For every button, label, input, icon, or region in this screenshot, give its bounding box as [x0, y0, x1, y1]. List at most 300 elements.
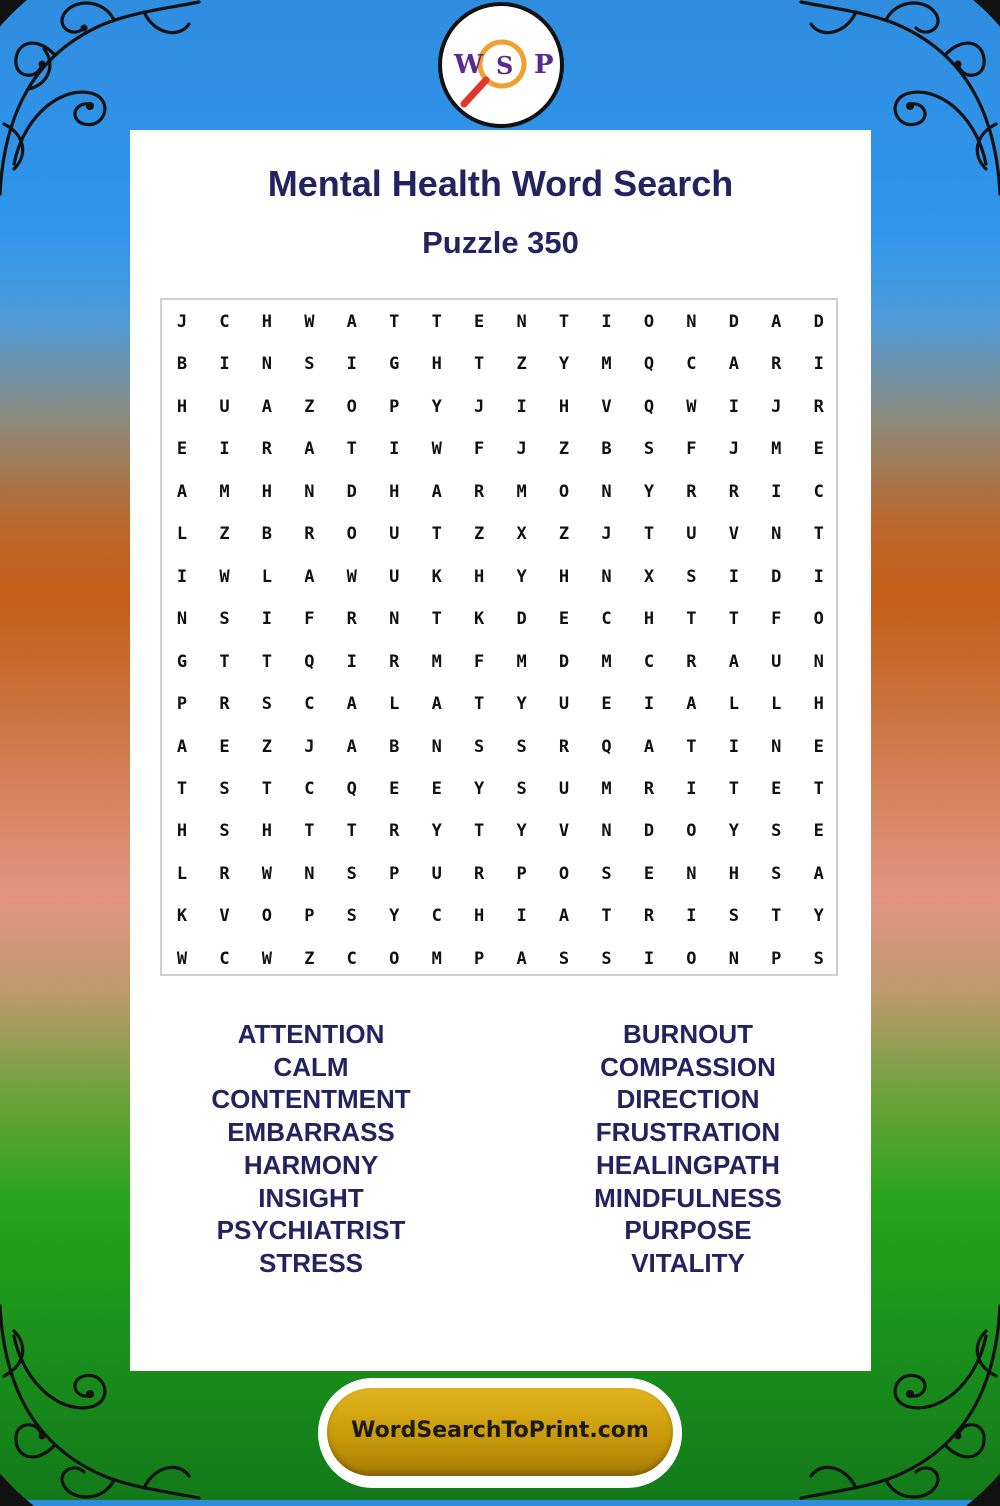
- grid-row: [162, 642, 836, 682]
- grid-cell[interactable]: Y: [813, 906, 824, 927]
- grid-cell[interactable]: E: [219, 736, 230, 757]
- grid-cell[interactable]: I: [601, 312, 612, 332]
- grid-cell[interactable]: T: [431, 312, 442, 332]
- grid-cell[interactable]: J: [771, 396, 782, 417]
- grid-cell[interactable]: Y: [558, 354, 570, 375]
- grid-cell[interactable]: T: [728, 609, 739, 630]
- grid-cell[interactable]: S: [304, 354, 315, 375]
- grid-cell[interactable]: W: [686, 396, 697, 417]
- grid-cell[interactable]: O: [813, 609, 824, 630]
- puzzle-panel: [130, 130, 871, 1371]
- grid-cell[interactable]: S: [813, 948, 824, 969]
- grid-cell[interactable]: E: [643, 863, 655, 884]
- grid-cell[interactable]: Z: [219, 524, 230, 545]
- grid-cell[interactable]: J: [474, 396, 485, 417]
- word-list-item: CONTENTMENT: [211, 1084, 411, 1115]
- grid-cell[interactable]: P: [389, 396, 400, 417]
- grid-cell[interactable]: I: [728, 396, 739, 417]
- grid-cell[interactable]: P: [474, 948, 485, 969]
- word-list-item: COMPASSION: [600, 1051, 776, 1082]
- grid-cell[interactable]: Z: [558, 439, 570, 460]
- grid-cell[interactable]: T: [474, 354, 485, 375]
- grid-cell[interactable]: Y: [516, 694, 527, 715]
- grid-cell[interactable]: F: [771, 609, 782, 630]
- grid-cell[interactable]: O: [686, 948, 697, 969]
- grid-cell[interactable]: D: [516, 609, 527, 630]
- grid-cell[interactable]: I: [389, 439, 400, 460]
- grid-cell[interactable]: I: [219, 354, 230, 375]
- grid-cell[interactable]: P: [516, 863, 527, 884]
- grid-cell[interactable]: S: [261, 694, 273, 715]
- grid-row: [162, 344, 836, 384]
- word-list-item: HEALINGPATH: [596, 1149, 780, 1180]
- grid-cell[interactable]: T: [261, 651, 273, 672]
- grid-cell[interactable]: S: [474, 736, 485, 757]
- grid-cell[interactable]: B: [261, 524, 273, 545]
- grid-cell[interactable]: D: [813, 312, 824, 332]
- word-list-item: ATTENTION: [237, 1019, 385, 1049]
- grid-cell[interactable]: W: [176, 948, 188, 969]
- grid-cell[interactable]: S: [643, 439, 655, 460]
- grid-cell[interactable]: Y: [728, 821, 739, 842]
- grid-cell[interactable]: I: [516, 396, 527, 417]
- grid-cell[interactable]: I: [219, 439, 230, 460]
- grid-row: [162, 387, 836, 427]
- grid-cell[interactable]: U: [558, 694, 570, 715]
- grid-cell[interactable]: O: [686, 821, 697, 842]
- grid-cell[interactable]: C: [431, 906, 442, 927]
- grid-cell[interactable]: T: [176, 778, 188, 799]
- puzzle-number: Puzzle 350: [422, 225, 579, 260]
- grid-cell[interactable]: I: [728, 566, 739, 587]
- grid-cell[interactable]: U: [771, 651, 782, 672]
- grid-cell[interactable]: I: [771, 481, 782, 502]
- grid-cell[interactable]: T: [219, 651, 230, 672]
- grid-cell[interactable]: T: [474, 821, 485, 842]
- grid-cell[interactable]: V: [601, 396, 612, 417]
- grid-cell[interactable]: W: [261, 948, 273, 969]
- grid-row: [162, 939, 836, 979]
- grid-cell[interactable]: T: [346, 821, 357, 842]
- grid-cell[interactable]: C: [601, 609, 612, 630]
- grid-cell[interactable]: N: [728, 948, 739, 969]
- grid-cell[interactable]: I: [261, 609, 273, 630]
- grid-cell[interactable]: A: [346, 736, 357, 757]
- grid-cell[interactable]: Q: [643, 396, 655, 417]
- grid-cell[interactable]: T: [261, 778, 273, 799]
- grid-cell[interactable]: N: [771, 524, 782, 545]
- grid-cell[interactable]: I: [813, 354, 824, 375]
- site-link-label: WordSearchToPrint.com: [351, 1418, 649, 1443]
- grid-cell[interactable]: S: [601, 948, 612, 969]
- grid-cell[interactable]: E: [813, 439, 824, 460]
- grid-cell[interactable]: B: [601, 439, 612, 460]
- word-list-item: STRESS: [258, 1247, 364, 1278]
- word-list-item: PURPOSE: [624, 1215, 752, 1246]
- grid-cell[interactable]: G: [176, 651, 188, 672]
- grid-cell[interactable]: C: [219, 948, 230, 969]
- grid-cell[interactable]: H: [176, 396, 188, 417]
- grid-cell[interactable]: I: [728, 736, 739, 757]
- grid-cell[interactable]: F: [474, 439, 485, 460]
- grid-cell[interactable]: J: [516, 439, 527, 460]
- grid-cell[interactable]: N: [304, 863, 315, 884]
- grid-cell[interactable]: A: [304, 439, 315, 460]
- grid-cell[interactable]: E: [389, 778, 400, 799]
- grid-cell[interactable]: I: [346, 354, 357, 375]
- grid-cell[interactable]: Z: [516, 354, 527, 375]
- grid-cell[interactable]: Z: [558, 524, 570, 545]
- grid-cell[interactable]: M: [771, 439, 782, 460]
- grid-cell[interactable]: F: [474, 651, 485, 672]
- grid-cell[interactable]: T: [643, 524, 655, 545]
- grid-cell[interactable]: O: [558, 863, 570, 884]
- grid-cell[interactable]: E: [176, 439, 188, 460]
- grid-cell[interactable]: N: [686, 312, 697, 332]
- grid-cell[interactable]: Y: [516, 821, 527, 842]
- word-list-item: EMBARRASS: [227, 1117, 395, 1148]
- grid-cell[interactable]: X: [516, 524, 527, 545]
- grid-cell[interactable]: R: [346, 609, 357, 630]
- grid-cell[interactable]: H: [474, 566, 485, 587]
- grid-cell[interactable]: Q: [304, 651, 315, 672]
- grid-cell[interactable]: Y: [431, 396, 442, 417]
- grid-cell[interactable]: L: [261, 566, 273, 587]
- grid-row: [162, 684, 836, 724]
- grid-cell[interactable]: E: [474, 312, 485, 332]
- grid-cell[interactable]: M: [516, 481, 527, 502]
- wsp-logo[interactable]: [438, 2, 564, 128]
- grid-cell[interactable]: W: [261, 863, 273, 884]
- grid-cell[interactable]: S: [771, 821, 782, 842]
- grid-cell[interactable]: A: [813, 863, 824, 884]
- grid-cell[interactable]: V: [219, 906, 230, 927]
- grid-cell[interactable]: X: [643, 566, 655, 587]
- grid-cell[interactable]: U: [558, 778, 570, 799]
- grid-cell[interactable]: I: [686, 906, 697, 927]
- grid-cell[interactable]: H: [474, 906, 485, 927]
- grid-row: [162, 557, 836, 597]
- grid-cell[interactable]: A: [346, 694, 357, 715]
- grid-cell[interactable]: A: [728, 651, 739, 672]
- grid-cell[interactable]: N: [686, 863, 697, 884]
- letter-grid[interactable]: [160, 298, 838, 976]
- grid-cell[interactable]: H: [261, 481, 273, 502]
- grid-cell[interactable]: A: [516, 948, 527, 969]
- grid-cell[interactable]: J: [728, 439, 739, 460]
- grid-cell[interactable]: V: [558, 821, 570, 842]
- grid-cell[interactable]: T: [304, 821, 315, 842]
- grid-row: [162, 727, 836, 767]
- grid-cell[interactable]: T: [771, 906, 782, 927]
- grid-cell[interactable]: H: [176, 821, 188, 842]
- grid-cell[interactable]: O: [261, 906, 273, 927]
- site-link-pill: [327, 1388, 673, 1476]
- grid-cell[interactable]: D: [771, 566, 782, 587]
- grid-cell[interactable]: R: [643, 906, 655, 927]
- grid-cell[interactable]: Z: [304, 396, 315, 417]
- word-list-right: [508, 1018, 868, 1280]
- logo-letter-w: W: [454, 50, 484, 80]
- grid-cell[interactable]: E: [558, 609, 570, 630]
- grid-cell[interactable]: Q: [643, 354, 655, 375]
- grid-cell[interactable]: L: [389, 694, 400, 715]
- grid-row: [162, 854, 836, 894]
- grid-cell[interactable]: N: [389, 609, 400, 630]
- grid-row: [162, 811, 836, 851]
- grid-cell[interactable]: A: [304, 566, 315, 587]
- grid-cell[interactable]: R: [686, 481, 697, 502]
- grid-cell[interactable]: A: [431, 481, 442, 502]
- grid-cell[interactable]: Y: [431, 821, 442, 842]
- grid-cell[interactable]: S: [346, 906, 357, 927]
- grid-cell[interactable]: A: [728, 354, 739, 375]
- grid-row: [162, 514, 836, 554]
- grid-cell[interactable]: T: [686, 609, 697, 630]
- word-list-item: HARMONY: [243, 1149, 379, 1180]
- grid-cell[interactable]: O: [346, 396, 357, 417]
- site-link-button[interactable]: [318, 1378, 682, 1488]
- grid-cell[interactable]: W: [431, 439, 442, 460]
- grid-cell[interactable]: M: [219, 481, 230, 502]
- grid-cell[interactable]: L: [176, 863, 188, 884]
- grid-cell[interactable]: E: [813, 736, 824, 757]
- grid-cell[interactable]: L: [728, 694, 739, 715]
- grid-cell[interactable]: T: [474, 694, 485, 715]
- grid-cell[interactable]: R: [219, 863, 230, 884]
- grid-cell[interactable]: C: [686, 354, 697, 375]
- grid-cell[interactable]: N: [261, 354, 273, 375]
- grid-row: [162, 769, 836, 809]
- grid-cell[interactable]: M: [516, 651, 527, 672]
- grid-cell[interactable]: R: [771, 354, 782, 375]
- grid-cell[interactable]: A: [643, 736, 655, 757]
- grid-cell[interactable]: B: [389, 736, 400, 757]
- grid-cell[interactable]: H: [431, 354, 442, 375]
- grid-cell[interactable]: R: [389, 651, 400, 672]
- grid-cell[interactable]: I: [813, 566, 824, 587]
- grid-cell[interactable]: T: [431, 524, 442, 545]
- grid-cell[interactable]: R: [474, 481, 485, 502]
- grid-cell[interactable]: G: [389, 354, 400, 375]
- grid-cell[interactable]: I: [516, 906, 527, 927]
- grid-cell[interactable]: T: [558, 312, 570, 332]
- grid-cell[interactable]: H: [261, 312, 273, 332]
- grid-cell[interactable]: D: [728, 312, 739, 332]
- grid-cell[interactable]: P: [304, 906, 315, 927]
- grid-cell[interactable]: W: [346, 566, 357, 587]
- grid-cell[interactable]: S: [601, 863, 612, 884]
- grid-cell[interactable]: H: [728, 863, 739, 884]
- grid-cell[interactable]: R: [643, 778, 655, 799]
- grid-cell[interactable]: U: [431, 863, 442, 884]
- grid-cell[interactable]: U: [389, 566, 400, 587]
- grid-cell[interactable]: H: [558, 396, 570, 417]
- grid-cell[interactable]: E: [431, 778, 442, 799]
- grid-row: [162, 302, 836, 342]
- word-list-item: INSIGHT: [258, 1182, 364, 1213]
- word-list-left: [131, 1018, 491, 1280]
- grid-cell[interactable]: N: [813, 651, 824, 672]
- grid-cell[interactable]: C: [304, 694, 315, 715]
- grid-cell[interactable]: Z: [474, 524, 485, 545]
- grid-cell[interactable]: I: [176, 566, 188, 587]
- grid-cell[interactable]: T: [686, 736, 697, 757]
- grid-cell[interactable]: A: [261, 396, 273, 417]
- grid-cell[interactable]: Z: [261, 736, 273, 757]
- grid-cell[interactable]: Y: [474, 778, 485, 799]
- grid-cell[interactable]: B: [176, 354, 188, 375]
- grid-row: [162, 896, 836, 936]
- grid-cell[interactable]: N: [516, 312, 527, 332]
- grid-cell[interactable]: O: [389, 948, 400, 969]
- grid-cell[interactable]: U: [686, 524, 697, 545]
- puzzle-title: Mental Health Word Search: [267, 163, 734, 204]
- grid-cell[interactable]: Y: [389, 906, 400, 927]
- grid-cell[interactable]: H: [813, 694, 824, 715]
- grid-cell[interactable]: N: [431, 736, 442, 757]
- grid-cell[interactable]: D: [643, 821, 655, 842]
- grid-cell[interactable]: M: [601, 778, 612, 799]
- grid-cell[interactable]: Y: [643, 481, 655, 502]
- grid-cell[interactable]: A: [771, 312, 782, 332]
- grid-row: [162, 429, 836, 469]
- grid-cell[interactable]: N: [304, 481, 315, 502]
- grid-cell[interactable]: H: [261, 821, 273, 842]
- grid-cell[interactable]: N: [771, 736, 782, 757]
- grid-cell[interactable]: I: [643, 694, 655, 715]
- grid-cell[interactable]: U: [219, 396, 230, 417]
- grid-cell[interactable]: T: [601, 906, 612, 927]
- grid-cell[interactable]: A: [176, 481, 188, 502]
- grid-cell[interactable]: S: [558, 948, 570, 969]
- grid-cell[interactable]: A: [686, 694, 697, 715]
- grid-cell[interactable]: O: [558, 481, 570, 502]
- grid-cell[interactable]: F: [686, 439, 697, 460]
- grid-cell[interactable]: N: [601, 481, 612, 502]
- grid-cell[interactable]: S: [219, 821, 230, 842]
- grid-cell[interactable]: H: [389, 481, 400, 502]
- grid-cell[interactable]: C: [304, 778, 315, 799]
- grid-cell[interactable]: M: [431, 651, 442, 672]
- grid-cell[interactable]: E: [771, 778, 782, 799]
- grid-cell[interactable]: E: [601, 694, 612, 715]
- grid-cell[interactable]: A: [346, 312, 357, 332]
- grid-cell[interactable]: R: [728, 481, 739, 502]
- grid-cell[interactable]: N: [601, 566, 612, 587]
- grid-cell[interactable]: N: [601, 821, 612, 842]
- logo-letter-p: P: [534, 50, 554, 80]
- grid-cell[interactable]: H: [558, 566, 570, 587]
- grid-cell[interactable]: K: [176, 906, 188, 927]
- grid-cell[interactable]: Q: [346, 778, 357, 799]
- grid-cell[interactable]: U: [389, 524, 400, 545]
- grid-cell[interactable]: R: [389, 821, 400, 842]
- grid-cell[interactable]: M: [431, 948, 442, 969]
- grid-cell[interactable]: A: [558, 906, 570, 927]
- grid-cell[interactable]: T: [431, 609, 442, 630]
- grid-cell[interactable]: A: [176, 736, 188, 757]
- grid-cell[interactable]: R: [261, 439, 273, 460]
- grid-cell[interactable]: L: [176, 524, 188, 545]
- grid-cell[interactable]: C: [219, 312, 230, 332]
- grid-cell[interactable]: C: [346, 948, 357, 969]
- grid-row: [162, 472, 836, 512]
- grid-cell[interactable]: F: [304, 609, 315, 630]
- word-list-item: BURNOUT: [623, 1019, 753, 1049]
- grid-cell[interactable]: R: [813, 396, 824, 417]
- grid-cell[interactable]: S: [516, 736, 527, 757]
- grid-cell[interactable]: T: [346, 439, 357, 460]
- grid-cell[interactable]: P: [771, 948, 782, 969]
- grid-cell[interactable]: I: [346, 651, 357, 672]
- grid-cell[interactable]: M: [601, 651, 612, 672]
- grid-cell[interactable]: S: [346, 863, 357, 884]
- word-list-item: CALM: [273, 1051, 349, 1082]
- grid-cell[interactable]: N: [176, 609, 188, 630]
- grid-cell[interactable]: S: [516, 778, 527, 799]
- grid-cell[interactable]: A: [431, 694, 442, 715]
- grid-cell[interactable]: Y: [516, 566, 527, 587]
- grid-cell[interactable]: S: [219, 609, 230, 630]
- grid-cell[interactable]: V: [728, 524, 739, 545]
- grid-cell[interactable]: P: [176, 694, 188, 715]
- grid-cell[interactable]: O: [346, 524, 357, 545]
- grid-cell[interactable]: S: [686, 566, 697, 587]
- word-list-item: DIRECTION: [616, 1084, 760, 1115]
- grid-cell[interactable]: R: [304, 524, 315, 545]
- grid-cell[interactable]: R: [219, 694, 230, 715]
- grid-cell[interactable]: D: [346, 481, 357, 502]
- word-list-item: FRUSTRATION: [595, 1117, 781, 1148]
- grid-cell[interactable]: P: [389, 863, 400, 884]
- word-list-item: MINDFULNESS: [594, 1182, 782, 1213]
- grid-cell[interactable]: J: [601, 524, 612, 545]
- grid-cell[interactable]: K: [431, 566, 442, 587]
- grid-cell[interactable]: Z: [304, 948, 315, 969]
- grid-cell[interactable]: J: [176, 312, 188, 332]
- grid-cell[interactable]: R: [474, 863, 485, 884]
- grid-cell[interactable]: J: [304, 736, 315, 757]
- grid-cell[interactable]: E: [813, 821, 824, 842]
- grid-cell[interactable]: R: [686, 651, 697, 672]
- grid-cell[interactable]: R: [558, 736, 570, 757]
- grid-cell[interactable]: O: [643, 312, 655, 332]
- grid-cell[interactable]: T: [813, 524, 824, 545]
- grid-cell[interactable]: T: [813, 778, 824, 799]
- grid-cell[interactable]: Q: [601, 736, 612, 757]
- grid-cell[interactable]: I: [643, 948, 655, 969]
- grid-cell[interactable]: I: [686, 778, 697, 799]
- grid-cell[interactable]: S: [771, 863, 782, 884]
- grid-cell[interactable]: W: [219, 566, 230, 587]
- grid-cell[interactable]: D: [558, 651, 570, 672]
- word-list-item: PSYCHIATRIST: [216, 1215, 406, 1246]
- logo-letter-s: S: [496, 51, 514, 80]
- word-list-item: VITALITY: [631, 1247, 745, 1278]
- grid-cell[interactable]: W: [304, 312, 315, 332]
- grid-cell[interactable]: L: [771, 694, 782, 715]
- grid-cell[interactable]: T: [389, 312, 400, 332]
- grid-cell[interactable]: C: [813, 481, 824, 502]
- grid-cell[interactable]: T: [728, 778, 739, 799]
- grid-cell[interactable]: C: [643, 651, 655, 672]
- grid-cell[interactable]: M: [601, 354, 612, 375]
- grid-cell[interactable]: S: [728, 906, 739, 927]
- grid-cell[interactable]: S: [219, 778, 230, 799]
- grid-cell[interactable]: K: [474, 609, 485, 630]
- grid-cell[interactable]: H: [643, 609, 655, 630]
